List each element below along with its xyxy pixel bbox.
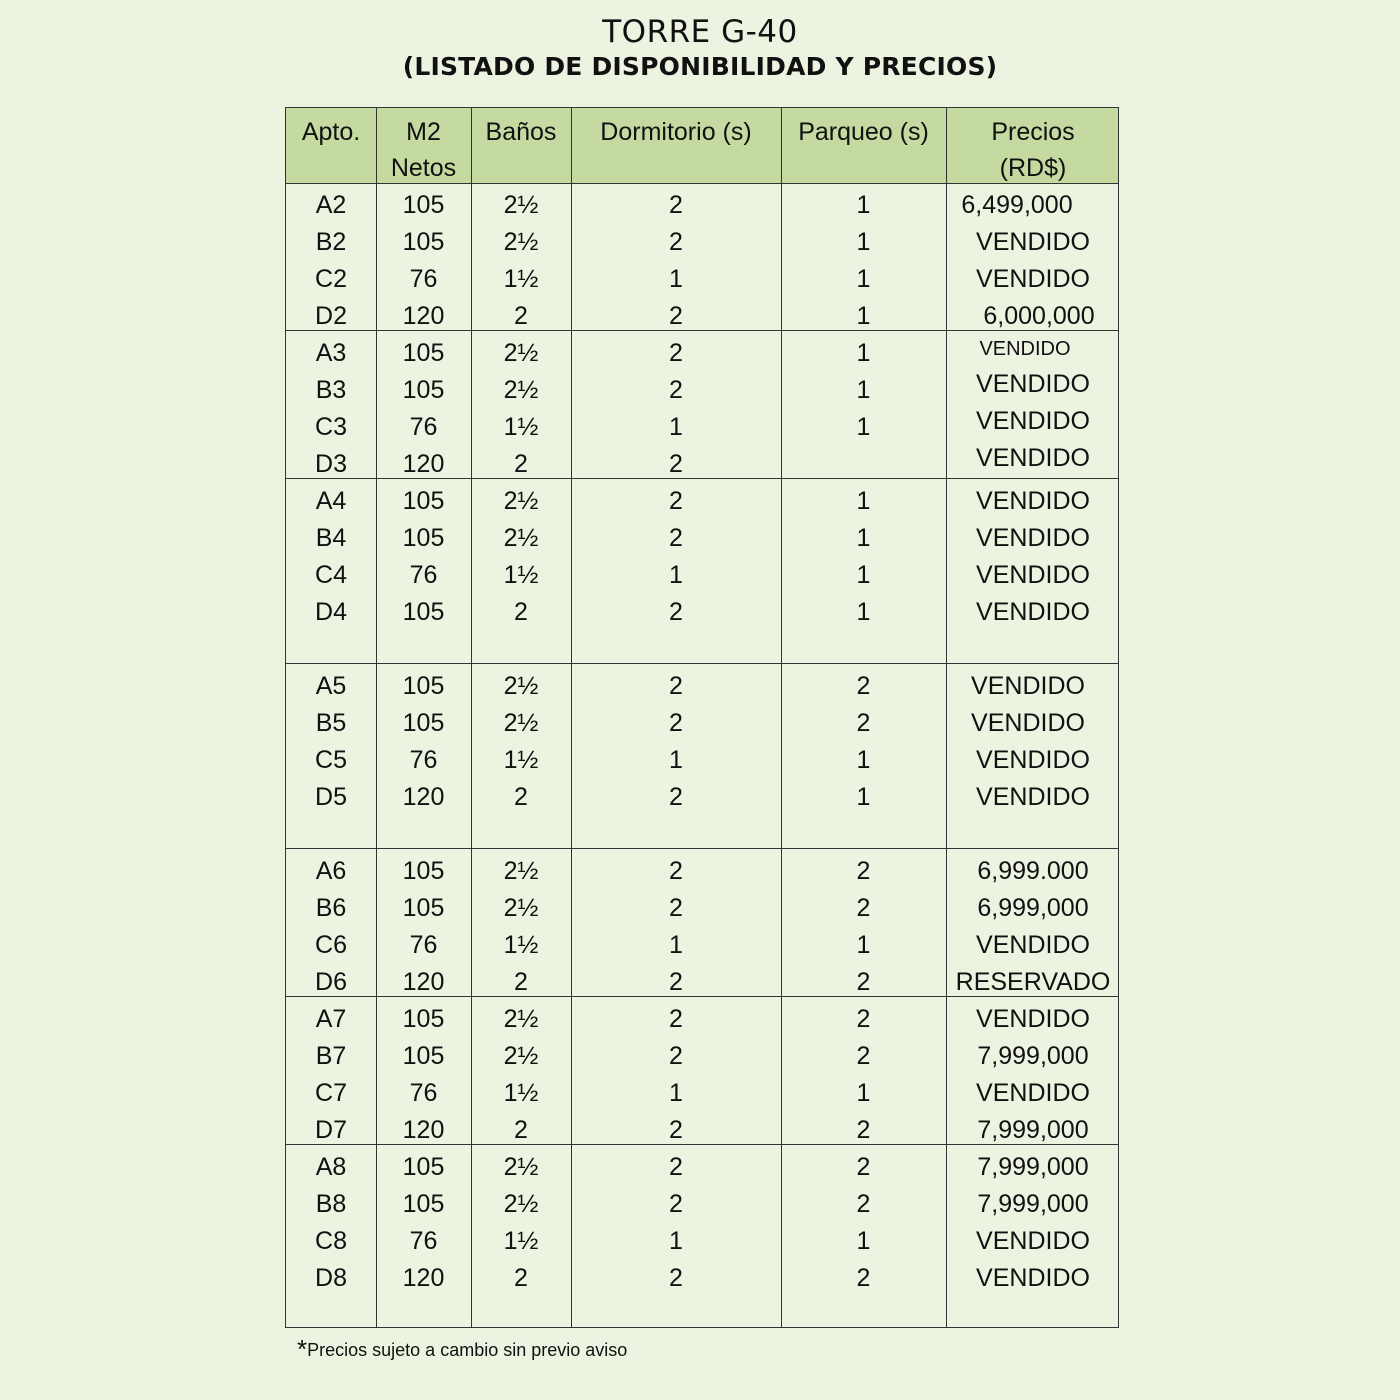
cell-m2-netos: 105	[402, 1190, 445, 1218]
cell-m2-netos: 105	[402, 1042, 445, 1070]
table-row	[286, 1260, 1118, 1297]
cell-apto: B4	[315, 524, 347, 552]
floor-group	[286, 664, 1118, 849]
cell-parqueos: 2	[856, 1042, 871, 1070]
cell-banos: 2½	[503, 709, 539, 737]
cell-banos: 2½	[503, 857, 539, 885]
cell-apto: A7	[315, 1005, 347, 1033]
cell-m2-netos: 105	[402, 709, 445, 737]
footnote-mark: *	[297, 1334, 308, 1364]
table-row	[286, 1112, 1118, 1149]
table-row	[286, 742, 1118, 779]
cell-precio: VENDIDO	[976, 1005, 1090, 1033]
cell-banos: 2½	[503, 894, 539, 922]
cell-banos: 2½	[503, 672, 539, 700]
table-row	[286, 1038, 1118, 1075]
cell-dormitorios: 2	[669, 709, 683, 737]
cell-parqueos: 1	[856, 339, 871, 367]
cell-apto: C3	[315, 413, 347, 441]
cell-parqueos: 2	[856, 857, 871, 885]
cell-apto: D8	[315, 1264, 347, 1292]
table-row	[286, 1149, 1118, 1186]
cell-m2-netos: 105	[402, 191, 445, 219]
cell-precio: VENDIDO	[976, 746, 1090, 774]
table-row	[286, 705, 1118, 742]
cell-apto: B5	[315, 709, 347, 737]
cell-parqueos: 1	[856, 302, 871, 330]
cell-parqueos: 1	[856, 413, 871, 441]
cell-dormitorios: 2	[669, 191, 683, 219]
cell-m2-netos: 120	[402, 450, 445, 478]
cell-dormitorios: 2	[669, 1153, 683, 1181]
cell-m2-netos: 105	[402, 1153, 445, 1181]
header-parqueos: Parqueo (s)	[798, 118, 929, 146]
table-row	[286, 1223, 1118, 1260]
cell-precio: VENDIDO	[976, 407, 1090, 435]
floor-group	[286, 849, 1118, 997]
cell-apto: D6	[315, 968, 347, 996]
cell-dormitorios: 2	[669, 1264, 683, 1292]
cell-apto: A4	[315, 487, 347, 515]
cell-dormitorios: 2	[669, 857, 683, 885]
table-row	[286, 1186, 1118, 1223]
cell-parqueos: 1	[856, 191, 871, 219]
cell-parqueos: 1	[856, 487, 871, 515]
table-row	[286, 779, 1118, 816]
cell-apto: C2	[315, 265, 347, 293]
cell-parqueos: 1	[856, 598, 871, 626]
table-row	[286, 261, 1118, 298]
floor-group	[286, 331, 1118, 479]
cell-dormitorios: 2	[669, 228, 683, 256]
cell-precio: VENDIDO	[976, 1264, 1090, 1292]
cell-dormitorios: 2	[669, 1042, 683, 1070]
cell-parqueos: 2	[856, 894, 871, 922]
cell-m2-netos: 105	[402, 487, 445, 515]
cell-precio: 7,999,000	[977, 1042, 1089, 1070]
cell-dormitorios: 2	[669, 894, 683, 922]
footnote	[297, 1334, 627, 1365]
cell-precio: VENDIDO	[976, 598, 1090, 626]
cell-apto: D3	[315, 450, 347, 478]
table-row	[286, 1075, 1118, 1112]
cell-apto: A2	[315, 191, 347, 219]
cell-banos: 2	[514, 783, 528, 811]
cell-precio: VENDIDO	[971, 672, 1085, 700]
cell-parqueos: 1	[856, 228, 871, 256]
cell-parqueos: 1	[856, 561, 871, 589]
table-row	[286, 890, 1118, 927]
cell-dormitorios: 1	[669, 1227, 683, 1255]
cell-banos: 2½	[503, 228, 539, 256]
cell-parqueos: 2	[856, 1005, 871, 1033]
cell-parqueos: 2	[856, 1116, 871, 1144]
cell-parqueos: 1	[856, 376, 871, 404]
cell-precio: VENDIDO	[976, 487, 1090, 515]
cell-m2-netos: 76	[409, 561, 438, 589]
table-row	[286, 446, 1118, 483]
cell-banos: 2½	[503, 1190, 539, 1218]
cell-apto: B8	[315, 1190, 347, 1218]
table-header	[286, 108, 1118, 184]
cell-parqueos: 1	[856, 783, 871, 811]
header-dormitorios: Dormitorio (s)	[600, 118, 752, 146]
cell-precio: 7,999,000	[977, 1116, 1089, 1144]
cell-apto: A5	[315, 672, 347, 700]
table-row	[286, 298, 1118, 335]
cell-precio: 7,999,000	[977, 1190, 1089, 1218]
cell-m2-netos: 120	[402, 968, 445, 996]
cell-dormitorios: 1	[669, 265, 683, 293]
cell-apto: A6	[315, 857, 347, 885]
cell-dormitorios: 2	[669, 1116, 683, 1144]
cell-apto: A8	[315, 1153, 347, 1181]
cell-banos: 2½	[503, 191, 539, 219]
cell-m2-netos: 120	[402, 1264, 445, 1292]
cell-m2-netos: 105	[402, 524, 445, 552]
cell-apto: B2	[315, 228, 347, 256]
cell-apto: C4	[315, 561, 347, 589]
availability-table	[285, 107, 1119, 1328]
cell-banos: 2	[514, 1264, 528, 1292]
cell-banos: 2	[514, 450, 528, 478]
header-banos: Baños	[485, 118, 557, 146]
cell-precio: VENDIDO	[976, 265, 1090, 293]
table-row	[286, 520, 1118, 557]
cell-dormitorios: 2	[669, 524, 683, 552]
cell-banos: 1½	[503, 413, 539, 441]
cell-parqueos: 1	[856, 746, 871, 774]
cell-parqueos: 1	[856, 931, 871, 959]
cell-apto: C5	[315, 746, 347, 774]
cell-parqueos: 2	[856, 968, 871, 996]
cell-precio: 6,000,000	[983, 302, 1095, 330]
cell-parqueos: 2	[856, 1264, 871, 1292]
cell-dormitorios: 2	[669, 598, 683, 626]
floor-group	[286, 479, 1118, 664]
floor-group	[286, 997, 1118, 1145]
cell-m2-netos: 105	[402, 598, 445, 626]
cell-dormitorios: 2	[669, 450, 683, 478]
cell-m2-netos: 120	[402, 1116, 445, 1144]
cell-precio: 7,999,000	[977, 1153, 1089, 1181]
cell-banos: 2	[514, 302, 528, 330]
cell-precio: VENDIDO	[976, 1079, 1090, 1107]
floor-group	[286, 183, 1118, 331]
cell-m2-netos: 76	[409, 931, 438, 959]
cell-dormitorios: 2	[669, 1005, 683, 1033]
header-m2-netos: M2 Netos	[390, 118, 457, 182]
page-subtitle: (LISTADO DE DISPONIBILIDAD Y PRECIOS)	[402, 52, 998, 81]
cell-parqueos: 2	[856, 1153, 871, 1181]
cell-parqueos: 2	[856, 709, 871, 737]
cell-banos: 2½	[503, 1042, 539, 1070]
cell-m2-netos: 76	[409, 746, 438, 774]
cell-precio: 6,999.000	[977, 857, 1089, 885]
cell-banos: 2	[514, 1116, 528, 1144]
cell-banos: 1½	[503, 1079, 539, 1107]
cell-apto: D7	[315, 1116, 347, 1144]
cell-dormitorios: 2	[669, 1190, 683, 1218]
cell-m2-netos: 76	[409, 413, 438, 441]
table-row	[286, 224, 1118, 261]
cell-m2-netos: 105	[402, 228, 445, 256]
cell-banos: 2½	[503, 1005, 539, 1033]
page-title: TORRE G-40	[602, 14, 798, 50]
cell-apto: A3	[315, 339, 347, 367]
table-row	[286, 853, 1118, 890]
cell-parqueos: 2	[856, 672, 871, 700]
cell-dormitorios: 2	[669, 672, 683, 700]
cell-apto: D2	[315, 302, 347, 330]
cell-parqueos: 1	[856, 265, 871, 293]
cell-parqueos: 1	[856, 524, 871, 552]
cell-dormitorios: 1	[669, 561, 683, 589]
cell-precio: VENDIDO	[976, 228, 1090, 256]
table-row	[286, 187, 1118, 224]
floor-group	[286, 1145, 1118, 1329]
cell-precio: VENDIDO	[976, 444, 1090, 472]
cell-m2-netos: 105	[402, 376, 445, 404]
cell-precio: 6,999,000	[977, 894, 1089, 922]
cell-apto: C6	[315, 931, 347, 959]
cell-banos: 2½	[503, 487, 539, 515]
cell-apto: D5	[315, 783, 347, 811]
table-row	[286, 594, 1118, 631]
cell-m2-netos: 120	[402, 302, 445, 330]
cell-precio: RESERVADO	[955, 968, 1111, 996]
cell-precio: 6,499,000	[961, 191, 1073, 219]
cell-banos: 2	[514, 598, 528, 626]
cell-precio: VENDIDO	[976, 561, 1090, 589]
cell-precio: VENDIDO	[976, 783, 1090, 811]
cell-m2-netos: 76	[409, 1079, 438, 1107]
cell-dormitorios: 2	[669, 487, 683, 515]
table-row	[286, 927, 1118, 964]
cell-precio: VENDIDO	[976, 1227, 1090, 1255]
cell-m2-netos: 105	[402, 894, 445, 922]
cell-precio: VENDIDO	[976, 931, 1090, 959]
cell-precio: VENDIDO	[976, 524, 1090, 552]
cell-precio: VENDIDO	[976, 370, 1090, 398]
cell-banos: 2	[514, 968, 528, 996]
cell-m2-netos: 120	[402, 783, 445, 811]
table-row	[286, 557, 1118, 594]
cell-apto: B3	[315, 376, 347, 404]
cell-parqueos: 2	[856, 1190, 871, 1218]
cell-dormitorios: 2	[669, 783, 683, 811]
cell-dormitorios: 1	[669, 413, 683, 441]
cell-banos: 1½	[503, 746, 539, 774]
cell-apto: B6	[315, 894, 347, 922]
table-row	[286, 483, 1118, 520]
cell-apto: C7	[315, 1079, 347, 1107]
cell-apto: D4	[315, 598, 347, 626]
table-row	[286, 1001, 1118, 1038]
cell-m2-netos: 105	[402, 339, 445, 367]
cell-m2-netos: 76	[409, 265, 438, 293]
cell-m2-netos: 105	[402, 1005, 445, 1033]
footnote-text: Precios sujeto a cambio sin previo aviso	[307, 1340, 628, 1360]
cell-parqueos: 1	[856, 1079, 871, 1107]
cell-dormitorios: 2	[669, 968, 683, 996]
cell-banos: 1½	[503, 931, 539, 959]
cell-banos: 2½	[503, 524, 539, 552]
cell-dormitorios: 2	[669, 376, 683, 404]
cell-banos: 2½	[503, 339, 539, 367]
cell-dormitorios: 1	[669, 1079, 683, 1107]
cell-m2-netos: 105	[402, 857, 445, 885]
cell-parqueos: 1	[856, 1227, 871, 1255]
cell-precio: VENDIDO	[979, 338, 1071, 360]
cell-dormitorios: 2	[669, 302, 683, 330]
cell-m2-netos: 76	[409, 1227, 438, 1255]
cell-banos: 1½	[503, 265, 539, 293]
table-row	[286, 668, 1118, 705]
cell-m2-netos: 105	[402, 672, 445, 700]
cell-banos: 1½	[503, 561, 539, 589]
header-apto: Apto.	[301, 118, 361, 146]
cell-parqueos	[781, 446, 946, 483]
cell-banos: 2½	[503, 376, 539, 404]
cell-banos: 2½	[503, 1153, 539, 1181]
cell-banos: 1½	[503, 1227, 539, 1255]
header-precio: Precios (RD$)	[991, 118, 1075, 182]
cell-dormitorios: 1	[669, 931, 683, 959]
cell-dormitorios: 1	[669, 746, 683, 774]
table-row	[286, 964, 1118, 1001]
cell-precio: VENDIDO	[971, 709, 1085, 737]
cell-apto: B7	[315, 1042, 347, 1070]
cell-dormitorios: 2	[669, 339, 683, 367]
cell-apto: C8	[315, 1227, 347, 1255]
